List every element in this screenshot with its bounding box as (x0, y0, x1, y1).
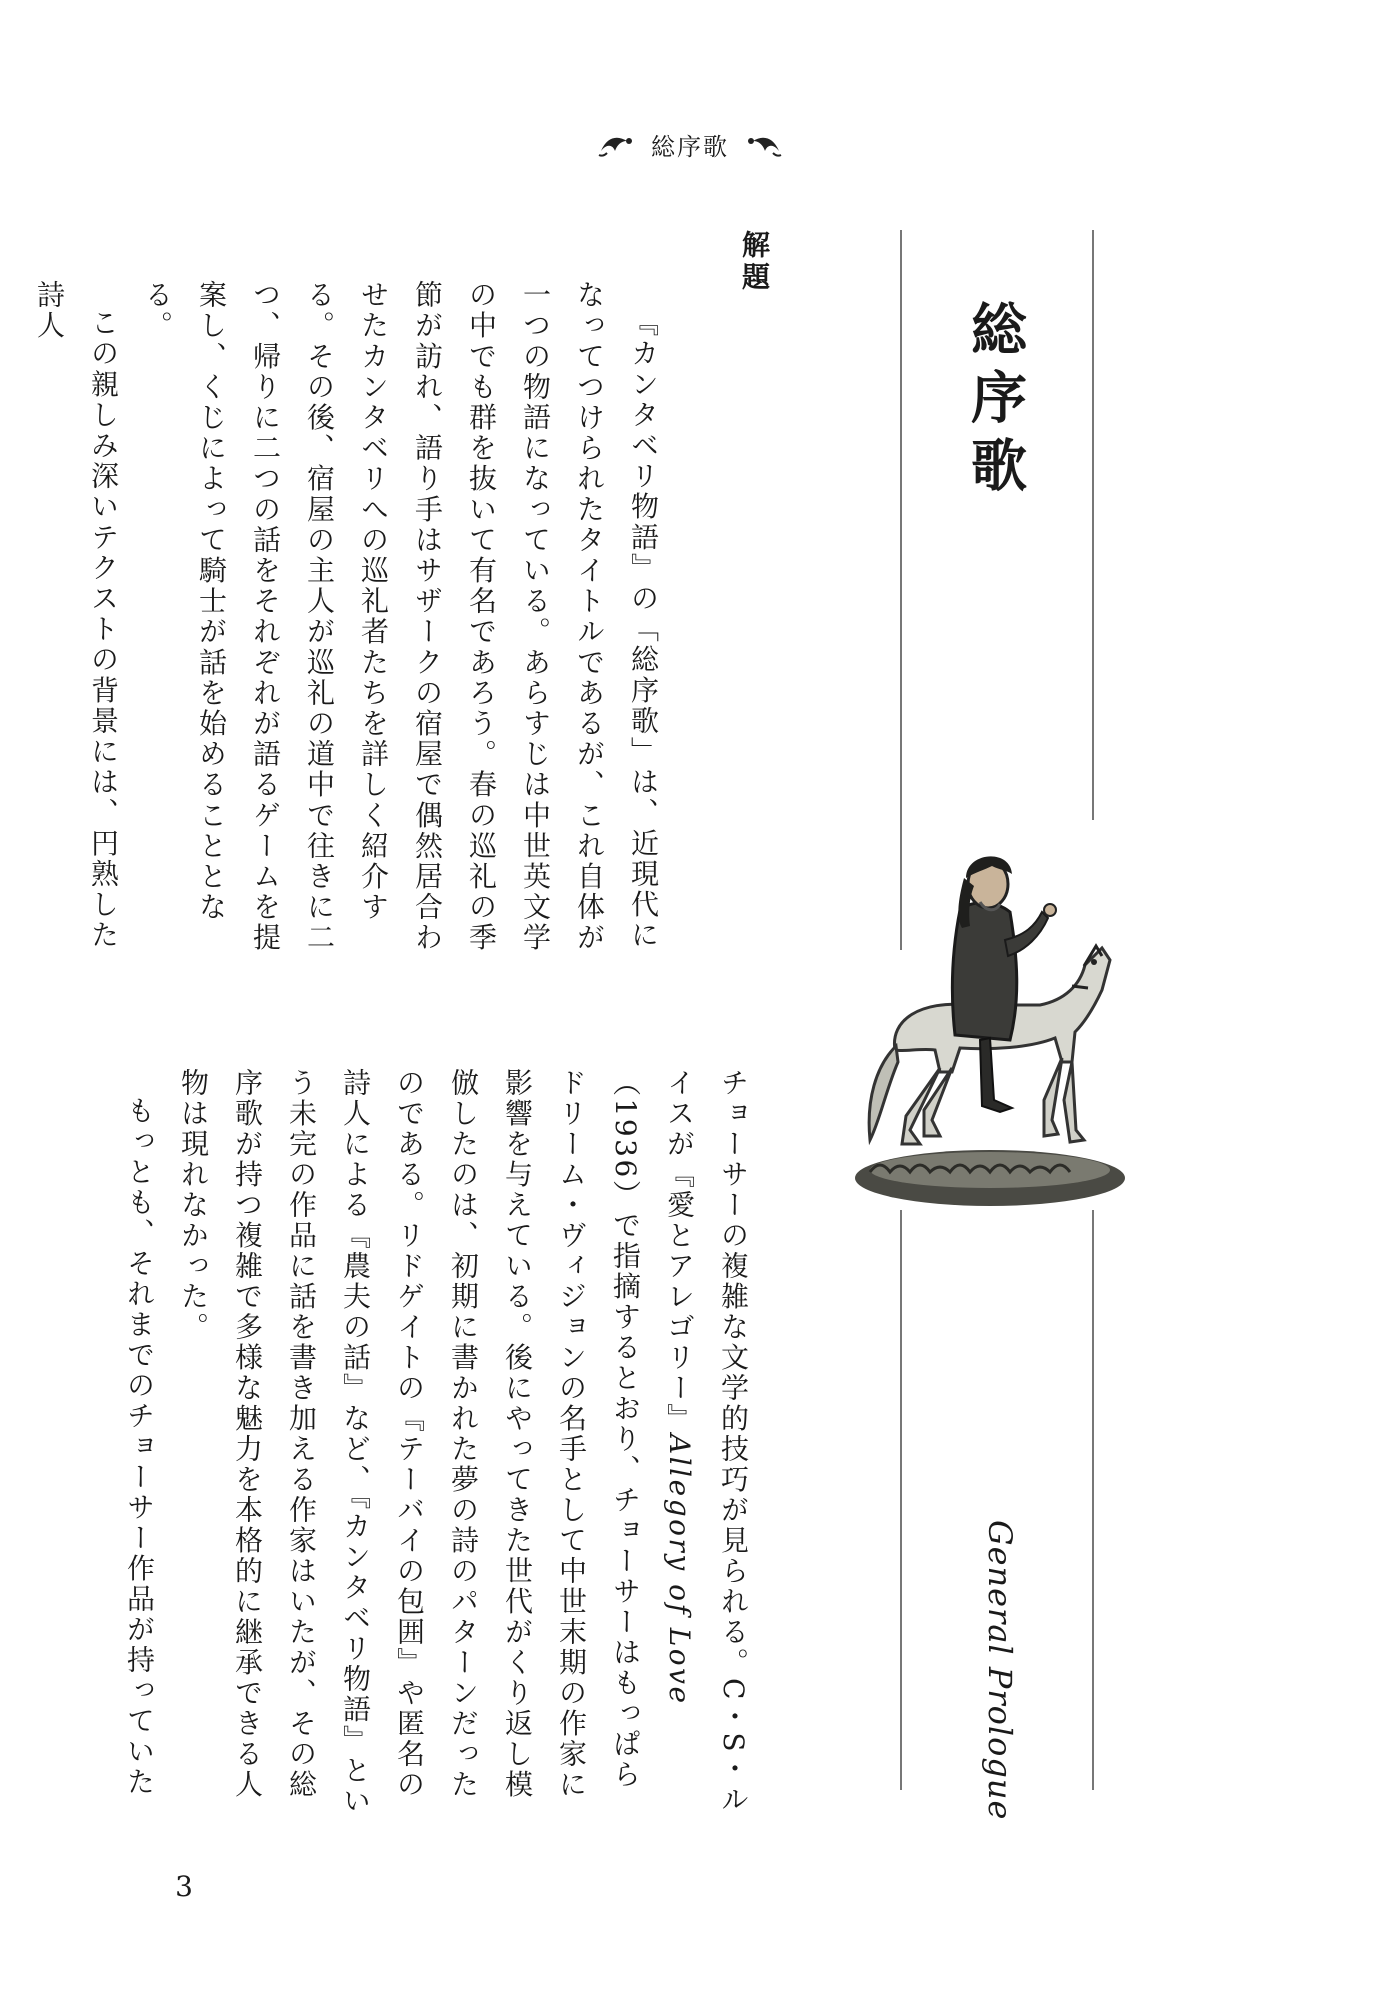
latin-book-title: Allegory of Love (663, 1434, 696, 1706)
chaucer-on-horseback-illustration (840, 800, 1140, 1220)
continuation-text-a: チョーサーの複雑な文学的技巧が見られる。C・S・ルイスが『愛とアレゴリー』 (663, 1068, 750, 1816)
title-rule-right-lower (1092, 1210, 1094, 1790)
running-header (520, 124, 860, 164)
chapter-title: 総序歌 (962, 300, 1028, 504)
running-title: 総序歌 (651, 132, 729, 161)
section-heading: 解題 (738, 230, 771, 294)
rider (952, 856, 1056, 1112)
continuation-text-block (123, 1068, 760, 1818)
fleuron-left-icon (597, 129, 635, 159)
continuation-paragraph-1 (166, 1068, 760, 1818)
introduction-paragraph-1: 『カンタベリ物語』の「総序歌」は、近現代になってつけられたタイトルであるが、これ自体が一つの物語になっている。あらすじは中世英文学の中でも群を抜いて有名であろう。春の巡礼の季節が訪れ、語り手はサザークの宿屋で偶然居合わせたカンタベリへの巡礼者たちを詳しく紹介する。その後、宿屋の主人が巡礼の道中で往きに二つ、帰りに二つの話をそれぞれが語るゲームを提案し、くじによって騎士が話を始めることとなる。 (141, 280, 660, 954)
introduction-paragraph-2-start: この親しみ深いテクストの背景には、円熟した詩人 (33, 280, 120, 951)
english-title: General Prologue (981, 1520, 1019, 1821)
title-rule-right-upper (1092, 230, 1094, 820)
continuation-text-b: （1936）で指摘するとおり、チョーサーはもっぱらドリーム・ヴィジョンの名手として中世末期の作家に影響を与えている。後にやってきた世代がくり返し模倣したのは、初期に書かれた夢の詩のパターンだったのである。リドゲイトの『テーバイの包囲』や匿名の詩人による『農夫の話』など、『カンタベリ物語』という未完の作品に話を書き加える作家はいたが、その総序歌が持つ複雑で多様な魅力を本格的に継承できる人物は現れなかった。 (177, 1068, 642, 1817)
ground-mound (855, 1150, 1125, 1206)
introduction-text-block (33, 280, 670, 970)
continuation-paragraph-2: もっとも、それまでのチョーサー作品が持っていた (123, 1096, 156, 1798)
fleuron-right-icon (745, 129, 783, 159)
page-number: 3 (175, 1870, 193, 1903)
title-rule-left-lower (900, 1210, 902, 1790)
